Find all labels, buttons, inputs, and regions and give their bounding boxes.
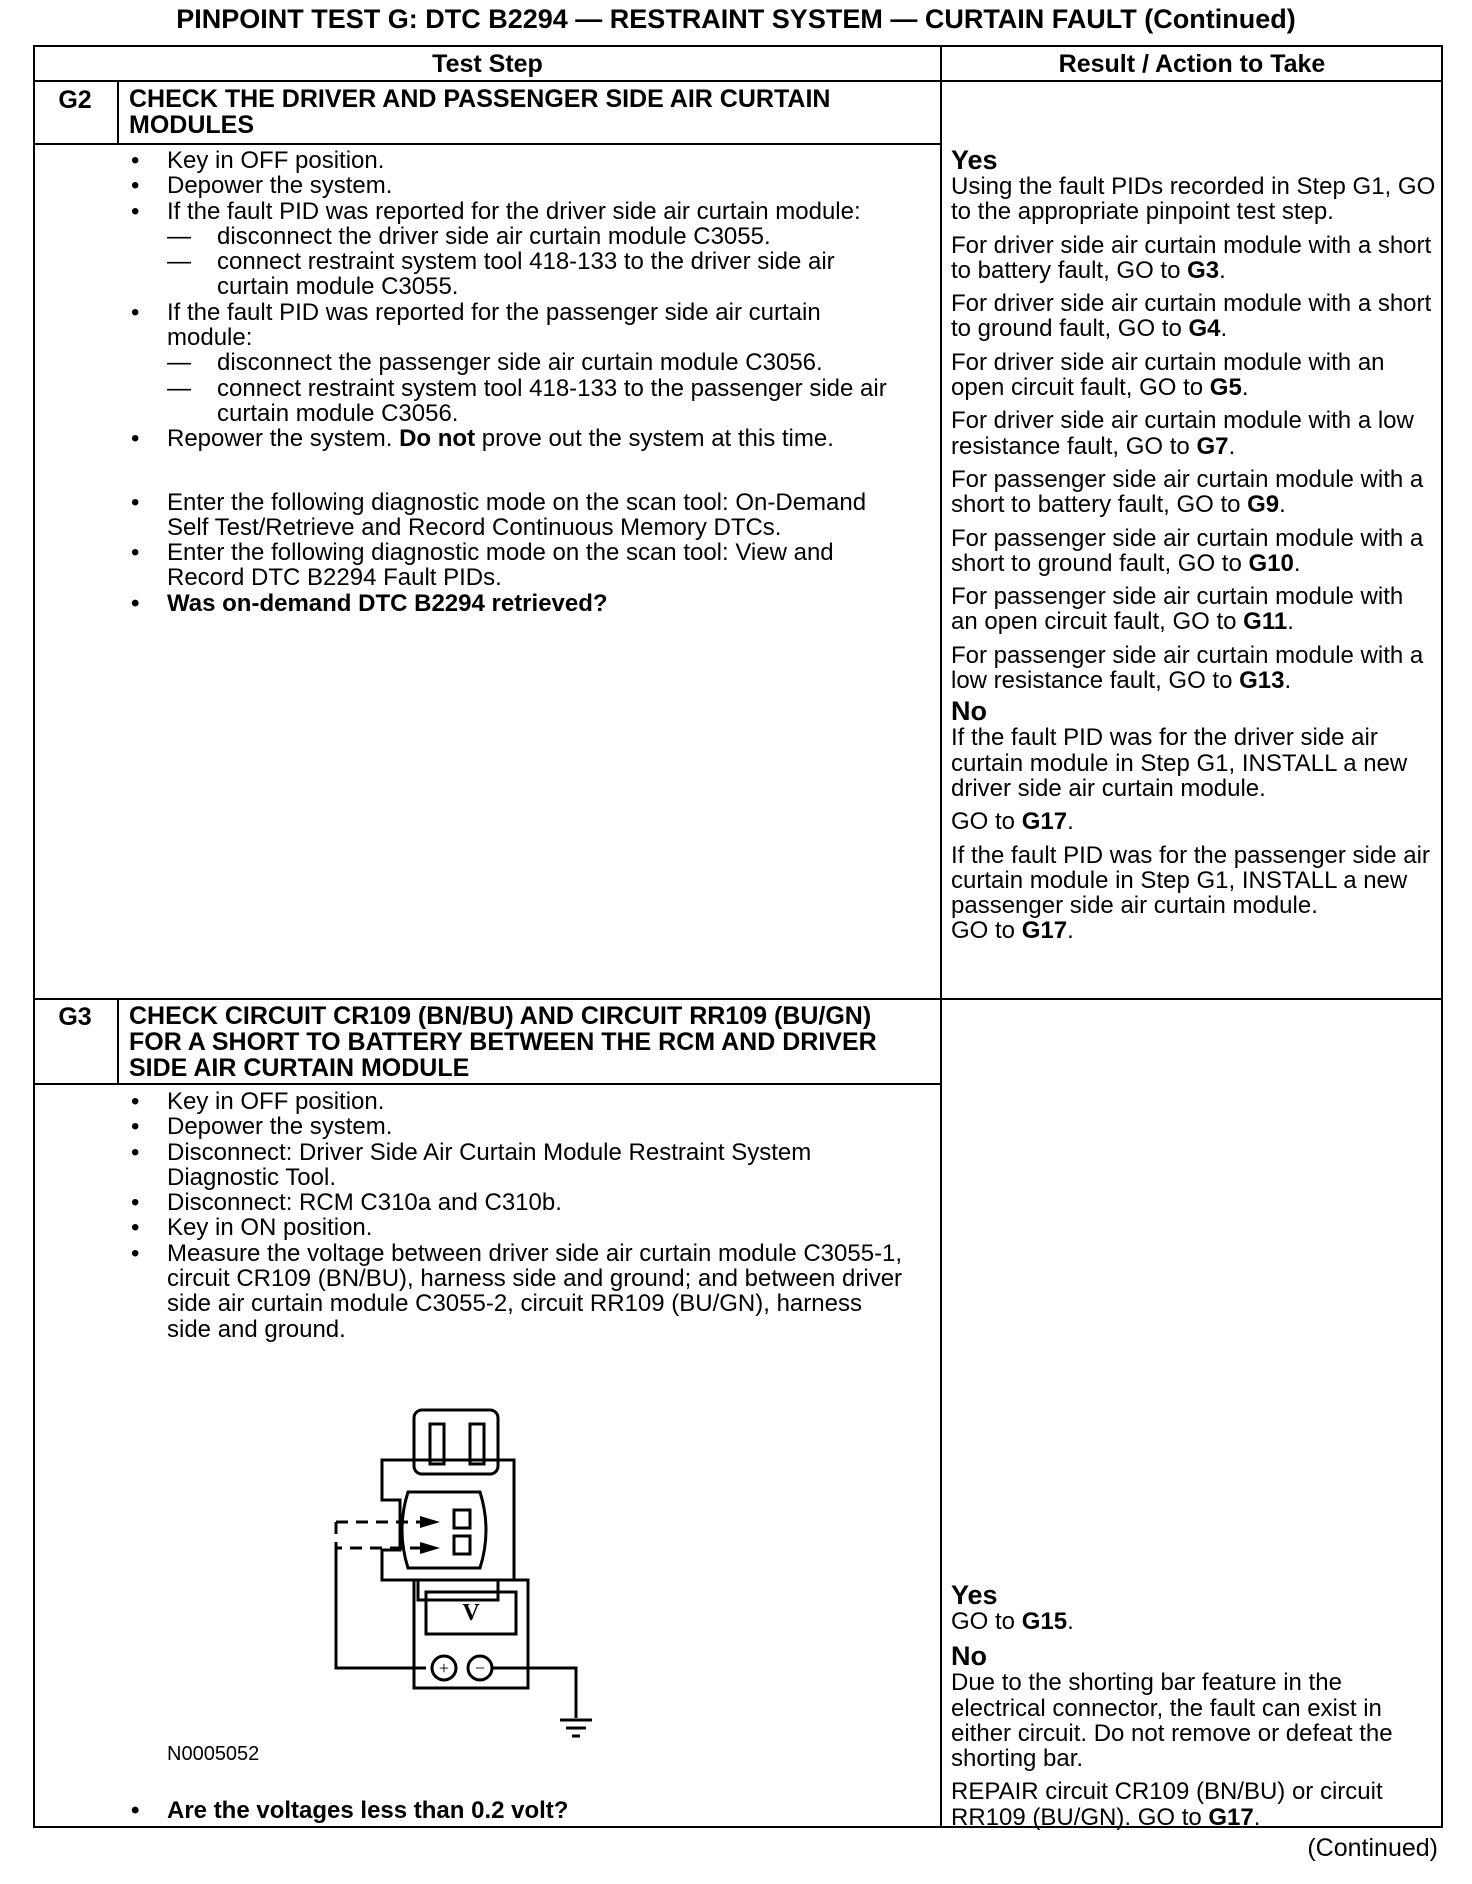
g3-no-label: No [951, 1641, 987, 1672]
g3-question [131, 1797, 907, 1824]
plus-icon: + [438, 1658, 450, 1678]
list-item: • Key in ON position. [131, 1214, 373, 1242]
probe-lead-2 [336, 1522, 432, 1548]
g2-result: Yes Using the fault PIDs recorded in Step G1, GO to the appropriate pinpoint test step. For driver side air curtain module with a short to battery fault, GO to G3. For driver side air curtain module with a short to ground fault, GO to G4. For driver side air curtain module with an open circuit fault, GO to G5. For driver side air curtain module with a low resistance fault, GO to G7. For passenger side air curtain module with a short to battery fault, GO to G9. For passenger side air curtain module with a short to ground fault, GO to G10. For passenger side air curtain module with an open circuit fault, GO to G11. For passenger side air curtain module with a low resistance fault, GO to G13. No If the fault PID was for the driver side air curtain module in Step G1, INSTALL a new driver side air curtain module. GO to G17. If the fault PID was for the passenger side air curtain module in Step G1, INSTALL a new passenger side air curtain module. GO to G17. [951, 145, 1436, 945]
pin-2 [454, 1536, 470, 1554]
pin-1 [454, 1510, 470, 1528]
g2-id-divider [117, 80, 119, 143]
probe-tip-icon [420, 1516, 440, 1528]
list-item: • Key in OFF position. [131, 1088, 385, 1115]
ground-icon [560, 1720, 592, 1736]
volt-symbol: V [462, 1600, 480, 1626]
list-item: — connect restraint system tool 418-133 to the passenger side air curtain module C3056. [167, 374, 887, 427]
connector-cavity [402, 1492, 486, 1568]
list-item: • Enter the following diagnostic mode on the scan tool: On-Demand Self Test/Retrieve and Record Continuous Memory DTCs. [131, 488, 867, 541]
continued-note: (Continued) [1307, 1834, 1438, 1862]
list-item: • Measure the voltage between driver side air curtain module C3055-1, circuit CR109 (BN/BU), harness side and ground; and between driver side air curtain module C3055-2, circuit RR109 (BU/GN), harness side and ground. [131, 1239, 903, 1343]
list-item: • Repower the system. Do not prove out the system at this time. [131, 425, 834, 453]
list-item: — connect restraint system tool 418-133 to the driver side air curtain module C3055. [167, 248, 835, 301]
header-result: Result / Action to Take [1058, 50, 1326, 78]
g2-step-list [131, 147, 907, 617]
list-item: • If the fault PID was reported for the driver side air curtain module: [131, 197, 861, 225]
g2-no-label: No [951, 696, 987, 727]
list-item: • Key in OFF position. [131, 147, 385, 174]
list-item: • Enter the following diagnostic mode on the scan tool: View and Record DTC B2294 Fault PIDs. [131, 539, 834, 592]
step-id-g2: G2 [58, 86, 92, 114]
list-item: • Disconnect: Driver Side Air Curtain Module Restraint System Diagnostic Tool. [131, 1138, 812, 1191]
list-item: — disconnect the driver side air curtain module C3055. [167, 222, 771, 250]
list-item: • Depower the system. [131, 172, 393, 200]
list-item: — disconnect the passenger side air curtain module C3056. [167, 349, 823, 377]
connector-terminal [470, 1424, 484, 1464]
g2-title-divider [33, 143, 941, 145]
g3-yes-label: Yes [951, 1580, 998, 1610]
list-item: • If the fault PID was reported for the passenger side air curtain module: [131, 298, 821, 352]
list-item: • Was on-demand DTC B2294 retrieved? [131, 589, 608, 617]
voltage-test-diagram [320, 1400, 620, 1760]
figure-id: N0005052 [167, 1743, 260, 1765]
ground-lead [492, 1668, 576, 1718]
g3-step-list [131, 1088, 907, 1343]
list-item: • Depower the system. [131, 1113, 393, 1141]
header-divider [33, 80, 1443, 82]
row-divider [33, 998, 1443, 1000]
g3-title-divider [33, 1083, 941, 1085]
step-id-g3: G3 [58, 1003, 92, 1031]
g2-yes-label: Yes [951, 145, 998, 175]
step-title-g2: CHECK THE DRIVER AND PASSENGER SIDE AIR CURTAIN MODULES [129, 85, 831, 139]
column-divider [940, 45, 942, 1828]
list-item: • Are the voltages less than 0.2 volt? [131, 1797, 569, 1824]
g3-result: Yes GO to G15. No Due to the shorting bar feature in the electrical connector, the fault can exist in either circuit. Do not remove or defeat the shorting bar. REPAIR circuit CR109 (BN/BU) or circuit RR109 (BU/GN). GO to G17. [951, 1581, 1436, 1830]
list-item: • Disconnect: RCM C310a and C310b. [131, 1189, 562, 1217]
probe-tip-icon [420, 1542, 440, 1554]
header-test-step: Test Step [432, 50, 543, 78]
step-title-g3: CHECK CIRCUIT CR109 (BN/BU) AND CIRCUIT RR109 (BU/GN) FOR A SHORT TO BATTERY BETWEEN THE RCM AND DRIVER SIDE AIR CURTAIN MODULE [129, 1002, 877, 1082]
g3-id-divider [117, 998, 119, 1083]
connector-terminal [430, 1424, 444, 1464]
page-title: PINPOINT TEST G: DTC B2294 — RESTRAINT SYSTEM — CURTAIN FAULT (Continued) [176, 4, 1296, 34]
minus-icon: − [474, 1658, 486, 1678]
